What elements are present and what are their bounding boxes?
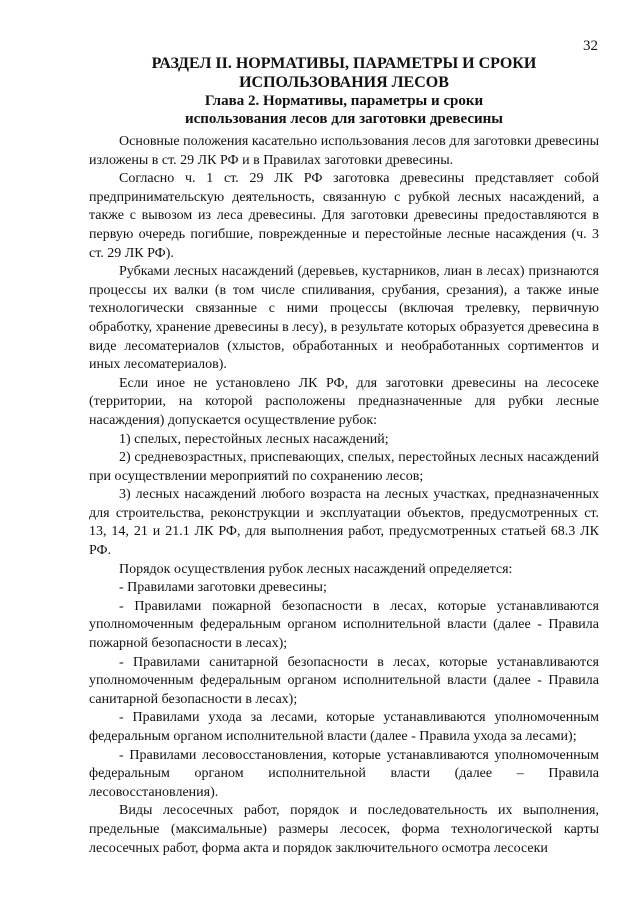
list-item: - Правилами санитарной безопасности в лесах, которые устанавливаются уполномоченным федеральным органом исполнительной власти (далее - Правила санитарной безопасности в лесах);	[89, 654, 599, 707]
list-item: 1) спелых, перестойных лесных насаждений;	[119, 431, 389, 447]
paragraph: Рубками лесных насаждений (деревьев, кустарников, лиан в лесах) признаются процессы их валки (в том числе спиливания, срубания, срезания), а также иные технологически связанные с ними процессы (включая трелевку, первичную обработку, хранение древесины в лесу), в результате которых образуется древесина в виде лесоматериалов (хлыстов, обработанных и необработанных сортиментов и иных лесоматериалов).	[89, 264, 599, 373]
paragraph: Виды лесосечных работ, порядок и последовательность их выполнения, предельные (максимальные) размеры лесосек, форма технологической карты лесосечных работ, форма акта и порядок заключительного осмотра лесосеки	[89, 803, 599, 856]
page-content	[89, 54, 599, 858]
page-number: 32	[583, 38, 598, 54]
list-item: 2) средневозрастных, приспевающих, спелых, перестойных лесных насаждений при осуществлении мероприятий по сохранению лесов;	[89, 450, 599, 484]
list-item: - Правилами лесовосстановления, которые устанавливаются уполномоченным федеральным органом исполнительной власти (далее – Правила лесовосстановления).	[89, 747, 599, 800]
chapter-title-line-1: Глава 2. Нормативы, параметры и сроки	[204, 93, 484, 109]
section-title-line-2: ИСПОЛЬЗОВАНИЯ ЛЕСОВ	[239, 74, 449, 91]
body-text	[89, 133, 599, 858]
paragraph: Порядок осуществления рубок лесных насаждений определяется:	[119, 561, 513, 577]
list-item: 3) лесных насаждений любого возраста на лесных участках, предназначенных для строительства, реконструкции и эксплуатации объектов, предусмотренных ст. 13, 14, 21 и 21.1 ЛК РФ, для выполнения работ, предусмотренных статьей 68.3 ЛК РФ.	[89, 487, 599, 559]
chapter-title-line-2: использования лесов для заготовки древесины	[184, 111, 504, 127]
paragraph: Основные положения касательно использования лесов для заготовки древесины изложены в ст. 29 ЛК РФ и в Правилах заготовки древесины.	[89, 134, 599, 168]
list-item: - Правилами заготовки древесины;	[119, 580, 327, 596]
list-item: - Правилами пожарной безопасности в лесах, которые устанавливаются уполномоченным федеральным органом исполнительной власти (далее - Правила пожарной безопасности в лесах);	[89, 598, 599, 652]
paragraph: Согласно ч. 1 ст. 29 ЛК РФ заготовка древесины представляет собой предпринимательскую деятельность, связанную с рубкой лесных насаждений, а также с вывозом из леса древесины. Для заготовки древесины предоставляются в первую очередь погибшие, поврежденные и перестойные лесные насаждения (ч. 3 ст. 29 ЛК РФ).	[89, 171, 599, 261]
paragraph: Если иное не установлено ЛК РФ, для заготовки древесины на лесосеке (территории, на которой расположены предназначенные для рубки лесные насаждения) допускается осуществление рубок:	[89, 375, 599, 428]
list-item: - Правилами ухода за лесами, которые устанавливаются уполномоченным федеральным органом исполнительной власти (далее - Правила ухода за лесами);	[89, 710, 599, 744]
section-title-line-1: РАЗДЕЛ II. НОРМАТИВЫ, ПАРАМЕТРЫ И СРОКИ	[151, 55, 537, 72]
